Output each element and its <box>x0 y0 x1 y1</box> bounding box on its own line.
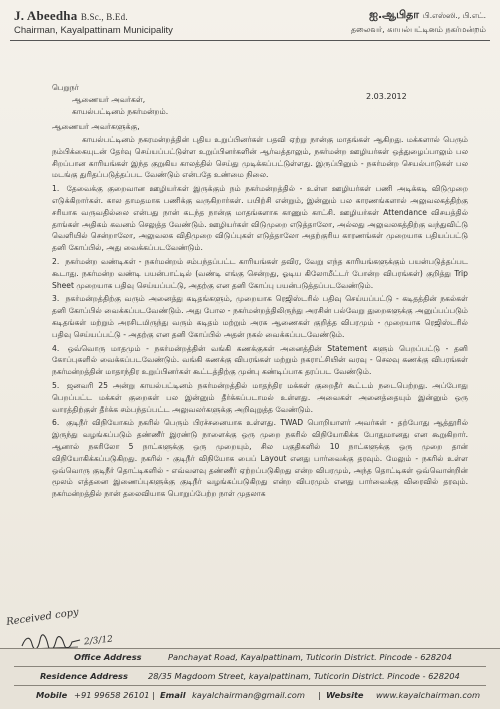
letter-body <box>52 134 468 502</box>
paragraph-item <box>52 380 468 415</box>
paragraph-item <box>52 256 468 291</box>
letterhead-tamil <box>351 8 486 35</box>
paragraph-text: நகர்மன்ற வண்டிகள் - நகர்மன்றம் சம்பந்தப்பட்ட காரியங்கள் தவிர, வேறு எந்த காரியங்களுக்கும் பயன்படுத்தப்பட கூடாது. நகர்மன்ற வண்டி பயன்பாட்டில் (வண்டி எங்கு சென்றது, ஓடிய கிலோமீட்டர் போன்ற விபரங்கள்) குறித்து Trip Sheet முறையாக பதிவு செய்யப்பட்டு, அதற்கு என தனி கோப்பு பயன்படுத்தப்படவேண்டும். <box>52 256 468 290</box>
letterhead-divider <box>10 40 490 41</box>
letterhead-title: Chairman, Kayalpattinam Municipality <box>14 25 173 36</box>
recipient-line: ஆணையர் அவர்கள், <box>72 95 146 104</box>
recipient-line: காயல்பட்டினம் நகர்மன்றம். <box>72 107 169 116</box>
website-label: Website <box>326 690 364 700</box>
residence-address-label: Residence Address <box>40 671 128 681</box>
paragraph-text: ஒவ்வொரு மாதமும் - நகர்மன்றத்தின் வங்கி கணக்குகள் அனைத்தின் Statement களும் பெறப்பட்டு - தனி கோப்புகளில் வைக்கப்படவேண்டும். வங்கி கணக்கு விபரங்கள் மற்றும் நகராட்சியின் வரவு - செலவு கணக்கு விபரங்கள் நகர்மன்றத்தின் மாதாந்திர உறுப்பினர்கள் கூட்டத்திற்கு முன்பு கண்டிப்பாக தரப்பட வேண்டும். <box>52 343 468 377</box>
footer-separator: | <box>152 690 155 700</box>
paragraph-item <box>52 183 468 254</box>
paragraph-text: குடிநீர் விநியோகம் நகரில் பெரும் பிரச்சனையாக உள்ளது. TWAD பொறியாளர் அவர்கள் - தற்போது ஆத்தூரில் இருந்து வழங்கப்படும் தண்ணீர் இரண்டு நாளைக்கு ஒரு முறை நகரில் விநியோகிக்க போதுமானது என கூறுகிறார். ஆனால் நகரிலோ 5 நாட்களுக்கு ஒரு முறையும், சில பகுதிகளில் 10 நாட்களுக்கு ஒரு முறை தான் விநியோகிக்கப்படுகிறது. நகரில் - குடிநீர் விநியோக பைப் Layout எனது பார்வைக்கு தரவும். மேலும் - நகரில் உள்ள ஒவ்வொரு குடிநீர் தொட்டிகளில் - எவ்வளவு தண்ணீர் ஏற்றப்படுகிறது என்ற விபரமும், அந்த தொட்டிகள் ஒவ்வொன்றின் மூலம் எத்தனை இணைப்புகளுக்கு குடிநீர் வழங்கப்படுகிறது என்ற விபரமும் எனது பார்வைக்கு விரைவில் தரவும். நகர்மன்றத்தில் நான் தலைவியாக பொறுப்பேற்ற நாள் முதலாக <box>52 418 468 499</box>
paragraph-item <box>52 417 468 500</box>
residence-address-value: 28/35 Magdoom Street, kayalpattinam, Tuticorin District. Pincode - 628204 <box>148 671 460 681</box>
email-label: Email <box>160 690 186 700</box>
letterhead-tamil-name-line <box>351 8 486 23</box>
paragraph-number: 4. <box>52 343 60 353</box>
footer-divider <box>14 666 486 667</box>
signature-date: 2/3/12 <box>83 634 114 648</box>
mobile-value: +91 99658 26101 <box>74 690 150 700</box>
salutation: ஆணையர் அவர்களுக்கு, <box>52 122 140 131</box>
paragraph-number: 1. <box>52 184 60 194</box>
letterhead-degrees: B.Sc., B.Ed. <box>80 12 128 22</box>
footer-separator: | <box>318 690 321 700</box>
paragraph-text: ஜனவரி 25 அன்று காயல்பட்டினம் நகர்மன்றத்தில் மாதந்திர மக்கள் குறைதீர் கூட்டம் நடைபெற்றது. அப்போது பெறப்பட்ட மக்கள் குறைகள் பல இன்னும் தீர்க்கப்படாமல் உள்ளது. அவைகள் அனைத்தையும் இன்னும் ஒரு வாரத்திற்குள் தீர்க்க சம்பந்தப்பட்ட அலுவலர்களுக்கு அறிவுறுத்த வேண்டும். <box>52 380 468 414</box>
paragraph-intro <box>52 134 468 181</box>
letter-date: 2.03.2012 <box>366 92 407 101</box>
letterhead-name: J. Abeedha <box>14 8 78 23</box>
paragraph-text: நகர்மன்றத்திற்கு வரும் அனைத்து கடிதங்களும், முறையாக ரெஜிஸ்டரில் பதிவு செய்யப்பட்டு - கடிதத்தின் நகல்கள் தனி கோப்பில் வைக்கப்படவேண்டும். அது போல - நகர்மன்றத்திலிருந்து அரசின் பல்வேறு துறைகளுக்கு அனுப்பப்படும் கடிதங்கள் மற்றும் அரசிடமிருந்து வரும் கடிதம் மற்றும் அரசு ஆணைகள் குறித்த விபரமும் - முறையாக ரெஜிஸ்டரில் பதிவு செய்யப்பட்டு - அதற்கு என தனி கோப்பில் அதன் நகல் வைக்கப்படவேண்டும். <box>52 294 468 339</box>
paragraph-number: 5. <box>52 380 60 390</box>
letterhead-tamil-title: தலைவர், காயல்பட்டினம் நகர்மன்றம் <box>350 25 486 34</box>
recipient-line: பெறுநர் <box>52 83 79 92</box>
letterhead-english <box>14 8 173 36</box>
paragraph-text: காயல்பட்டினம் நகரமன்றத்தின் புதிய உறுப்பினர்கள் பதவி ஏற்று நான்கு மாதங்கள் ஆகிறது. மக்களால் பெரும் நம்பிக்கையுடன் தேர்வு செய்யப்பட்டுள்ள உறுப்பினர்களின் ஆர்வத்தாலும், நகர்மன்ற ஊழியர்கள் ஒத்துழைப்பாலும் பல சிறப்பான காரியங்கள் இந்த குறுகிய காலத்தில் செய்து முடிக்கப்பட்டுள்ளது. இருப்பினும் - நகர்மன்ற செயல்பாடுகள் பல மடங்கு துரிதப்படுத்தப்பட வேண்டும் என்பதே உண்மை நிலை. <box>52 135 468 180</box>
received-copy-note: Received copy <box>5 606 80 629</box>
recipient-block <box>52 82 168 118</box>
footer-divider <box>14 685 486 686</box>
office-address-label: Office Address <box>74 652 142 662</box>
office-address-value: Panchayat Road, Kayalpattinam, Tuticorin District. Pincode - 628204 <box>168 652 452 662</box>
paragraph-item <box>52 293 468 340</box>
paragraph-number: 2. <box>52 256 60 266</box>
paragraph-number: 6. <box>52 418 60 428</box>
paragraph-item <box>52 343 468 378</box>
letterhead-tamil-name: ஐ.ஆபிதா <box>369 8 420 21</box>
email-value[interactable]: kayalchairman@gmail.com <box>192 690 305 700</box>
letterhead-name-line <box>14 8 173 24</box>
paragraph-text: தேவைக்கு குறைவான ஊழியர்கள் இருக்கும் நம் நகர்மன்றத்தில் - உள்ள ஊழியர்கள் பணி அடிக்கடி விடுமுறை எடுக்கிறார்கள். கால தாமதமாக பணிக்கு வருகிறார்கள். பயிற்சி என்றும், இன்னும் பல காரணங்களால் அலுவலகத்திற்கு சரியாக வருவதில்லை என்பது நான் கடந்த நான்கு மாதங்களாக காணும் காட்சி. ஊழியர்கள் Attendance விசயத்தில் தாங்கள் அதிகம் கவனம் செலுத்த வேண்டும். ஊழியர்கள் விடுமுறை எடுத்தாலோ, அல்லது அலுவலகத்திற்கு வந்துவிட்டு வெளியில் சென்றாலோ, அலுவலக விதிமுறை விடுப்புகள் எடுத்தாலோ அதற்குரிய காரணங்கள் முறையாக பதியப்பட்டு தனி கோப்பில், அது வைக்கப்படவேண்டும். <box>52 184 468 253</box>
letter-footer <box>0 648 500 709</box>
paragraph-number: 3. <box>52 294 60 304</box>
letterhead-tamil-degrees: பி.எஸ்ஸி., பி.எட். <box>422 11 486 20</box>
website-value[interactable]: www.kayalchairman.com <box>376 690 481 700</box>
mobile-label: Mobile <box>36 690 68 700</box>
